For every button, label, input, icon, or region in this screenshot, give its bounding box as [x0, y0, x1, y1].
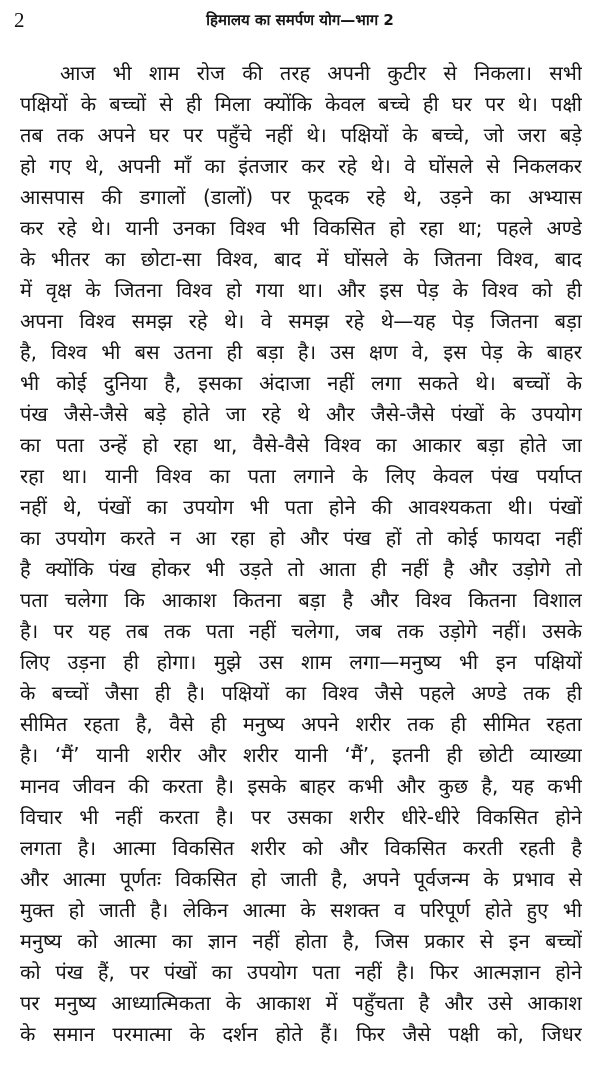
text-line: सीमित रहता है, वैसे ही मनुष्य अपने शरीर तक ही सीमित रहता	[20, 712, 582, 736]
text-line: है। पर यह तब तक पता नहीं चलेगा, जब तक उड़ोगे नहीं। उसके	[20, 619, 582, 643]
text-line: है। ‘मैं’ यानी शरीर और शरीर यानी ‘मैं’, इतनी ही छोटी व्याख्या	[20, 743, 582, 767]
running-title: हिमालय का समर्पण योग—भाग 2	[206, 11, 394, 29]
text-line: तब तक अपने घर पर पहुँचे नहीं थे। पक्षियों के बच्चे, जो जरा बड़े	[20, 123, 582, 147]
text-line: है क्योंकि पंख होकर भी उड़ते तो आता ही नहीं है और उड़ोगे तो	[20, 557, 582, 581]
text-line: के समान परमात्मा के दर्शन होते हैं। फिर जैसे पक्षी को, जिधर	[20, 1022, 582, 1046]
text-line: विचार भी नहीं करता है। पर उसका शरीर धीरे-धीरे विकसित होने	[20, 805, 582, 829]
text-line: कर रहे थे। यानी उनका विश्व भी विकसित हो रहा था; पहले अण्डे	[20, 216, 582, 240]
text-line: मानव जीवन की करता है। इसके बाहर कभी और कुछ है, यह कभी	[20, 774, 582, 798]
text-line: भी कोई दुनिया है, इसका अंदाजा नहीं लगा सकते थे। बच्चों के	[20, 371, 582, 395]
text-line: को पंख हैं, पर पंखों का उपयोग पता नहीं है। फिर आत्मज्ञान होने	[20, 960, 582, 984]
text-line: मुक्त हो जाती है। लेकिन आत्मा के सशक्त व परिपूर्ण होते हुए भी	[20, 898, 582, 922]
text-line: पक्षियों के बच्चों से ही मिला क्योंकि केवल बच्चे ही घर पर थे। पक्षी	[20, 92, 582, 116]
text-line: का उपयोग करते न आ रहा हो और पंख हों तो कोई फायदा नहीं	[20, 526, 582, 550]
text-line: हो गए थे, अपनी माँ का इंतजार कर रहे थे। वे घोंसले से निकलकर	[20, 154, 582, 178]
text-line: पंख जैसे-जैसे बड़े होते जा रहे थे और जैसे-जैसे पंखों के उपयोग	[20, 402, 582, 426]
body-paragraph	[20, 58, 582, 1050]
text-line: नहीं थे, पंखों का उपयोग भी पता होने की आवश्यकता थी। पंखों	[20, 495, 582, 519]
text-line: आज भी शाम रोज की तरह अपनी कुटीर से निकला। सभी	[60, 61, 582, 85]
text-line: पर मनुष्य आध्यात्मिकता के आकाश में पहुँचता है और उसे आकाश	[20, 991, 582, 1015]
text-line: लगता है। आत्मा विकसित शरीर को और विकसित करती रहती है	[20, 836, 582, 860]
text-line: पता चलेगा कि आकाश कितना बड़ा है और विश्व कितना विशाल	[20, 588, 582, 612]
text-line: आसपास की डगालों (डालों) पर फूदक रहे थे, उड़ने का अभ्यास	[20, 185, 582, 209]
text-line: के भीतर का छोटा-सा विश्व, बाद में घोंसले के जितना विश्व, बाद	[20, 247, 582, 271]
text-line: में वृक्ष के जितना विश्व हो गया था। और इस पेड़ के विश्व को ही	[20, 278, 582, 302]
text-line: लिए उड़ना ही होगा। मुझे उस शाम लगा—मनुष्य भी इन पक्षियों	[20, 650, 582, 674]
text-line: के बच्चों जैसा ही है। पक्षियों का विश्व जैसे पहले अण्डे तक ही	[20, 681, 582, 705]
text-line: अपना विश्व समझ रहे थे। वे समझ रहे थे—यह पेड़ जितना बड़ा	[20, 309, 582, 333]
text-line: है, विश्व भी बस उतना ही बड़ा है। उस क्षण वे, इस पेड़ के बाहर	[20, 340, 582, 364]
text-line: मनुष्य को आत्मा का ज्ञान नहीं होता है, जिस प्रकार से इन बच्चों	[20, 929, 582, 953]
text-line: रहा था। यानी विश्व का पता लगाने के लिए केवल पंख पर्याप्त	[20, 464, 582, 488]
text-line: का पता उन्हें हो रहा था, वैसे-वैसे विश्व का आकार बड़ा होते जा	[20, 433, 582, 457]
page-number: 2	[14, 8, 25, 32]
text-line: और आत्मा पूर्णतः विकसित हो जाती है, अपने पूर्वजन्म के प्रभाव से	[20, 867, 582, 891]
